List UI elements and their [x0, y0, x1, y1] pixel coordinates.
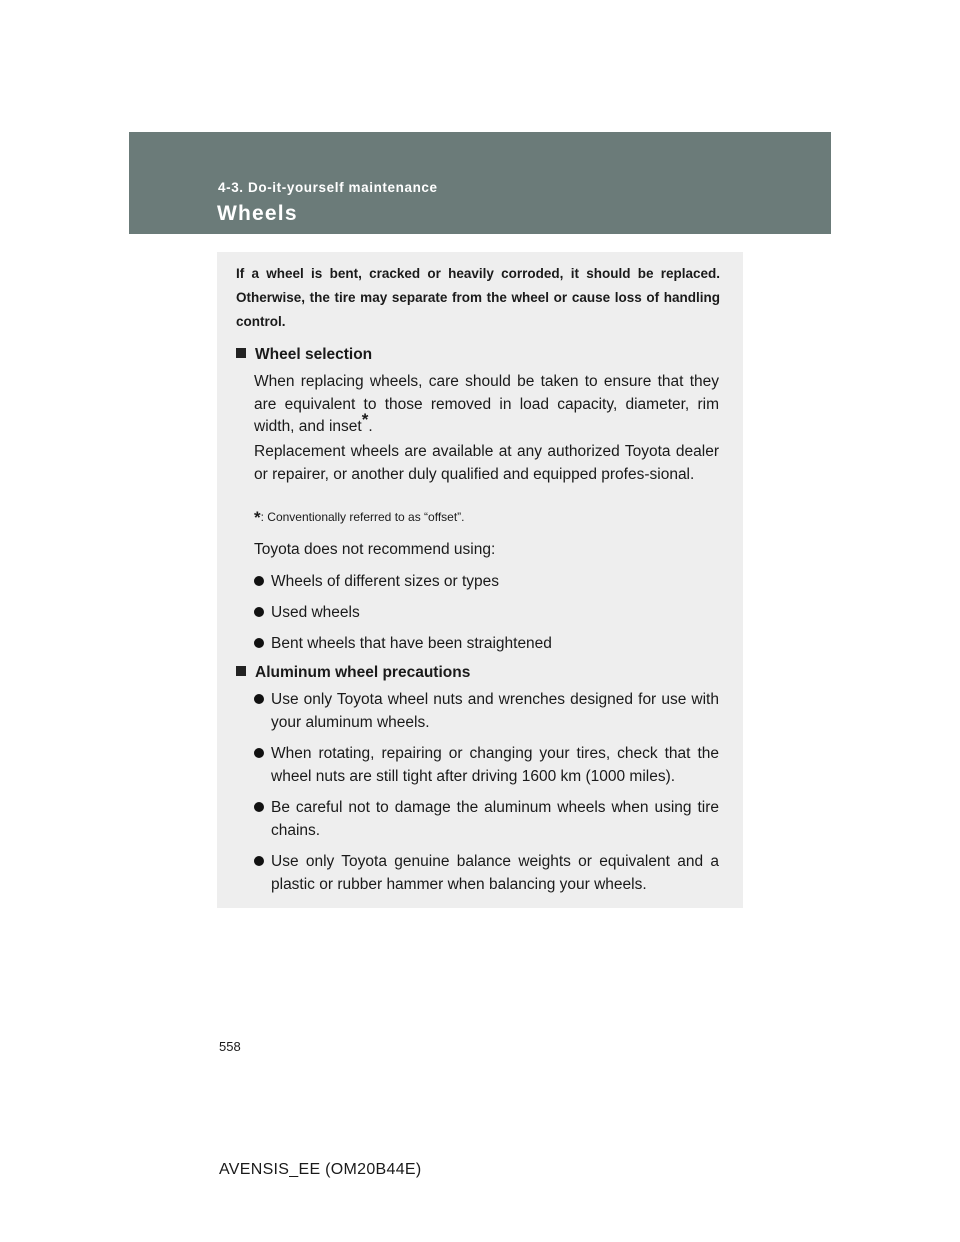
wheel-selection-heading: Wheel selection: [236, 346, 372, 364]
aluminum-heading: Aluminum wheel precautions: [236, 664, 470, 682]
list-item: Wheels of different sizes or types: [254, 570, 719, 593]
not-recommended-text: Toyota does not recommend using:: [254, 541, 496, 558]
list-item: Used wheels: [254, 601, 719, 624]
wheel-selection-paragraph: When replacing wheels, care should be taken to ensure that they are equivalent to those removed in load capacity, diameter, rim width, and inset*.: [254, 373, 719, 435]
footnote: *: Conventionally referred to as “offset”.: [254, 508, 465, 527]
bullet-icon: [254, 802, 264, 812]
square-bullet-icon: [236, 348, 246, 358]
section-label: 4-3. Do-it-yourself maintenance: [218, 180, 438, 195]
square-bullet-icon: [236, 666, 246, 676]
page-title: Wheels: [217, 202, 298, 225]
page-number: 558: [219, 1039, 241, 1054]
bullet-icon: [254, 694, 264, 704]
list-item: Use only Toyota wheel nuts and wrenches designed for use with your aluminum wheels.: [254, 688, 719, 734]
content-box: [217, 252, 743, 908]
replacement-paragraph: Replacement wheels are available at any authorized Toyota dealer or repairer, or another duly qualified and equipped profes-sional.: [254, 443, 719, 483]
bullet-icon: [254, 607, 264, 617]
header-band: [129, 132, 831, 234]
asterisk-mark: *: [361, 409, 369, 429]
bullet-icon: [254, 748, 264, 758]
bullet-icon: [254, 856, 264, 866]
list-item: Bent wheels that have been straightened: [254, 632, 719, 655]
document-code: AVENSIS_EE (OM20B44E): [219, 1161, 422, 1178]
list-item: Use only Toyota genuine balance weights or equivalent and a plastic or rubber hammer when balancing your wheels.: [254, 850, 719, 896]
list-item: When rotating, repairing or changing your tires, check that the wheel nuts are still tight after driving 1600 km (1000 miles).: [254, 742, 719, 788]
list-item: Be careful not to damage the aluminum wheels when using tire chains.: [254, 796, 719, 842]
bullet-icon: [254, 576, 264, 586]
intro-warning: If a wheel is bent, cracked or heavily corroded, it should be replaced. Otherwise, the tire may separate from the wheel or cause loss of handling control.: [236, 266, 720, 329]
bullet-icon: [254, 638, 264, 648]
